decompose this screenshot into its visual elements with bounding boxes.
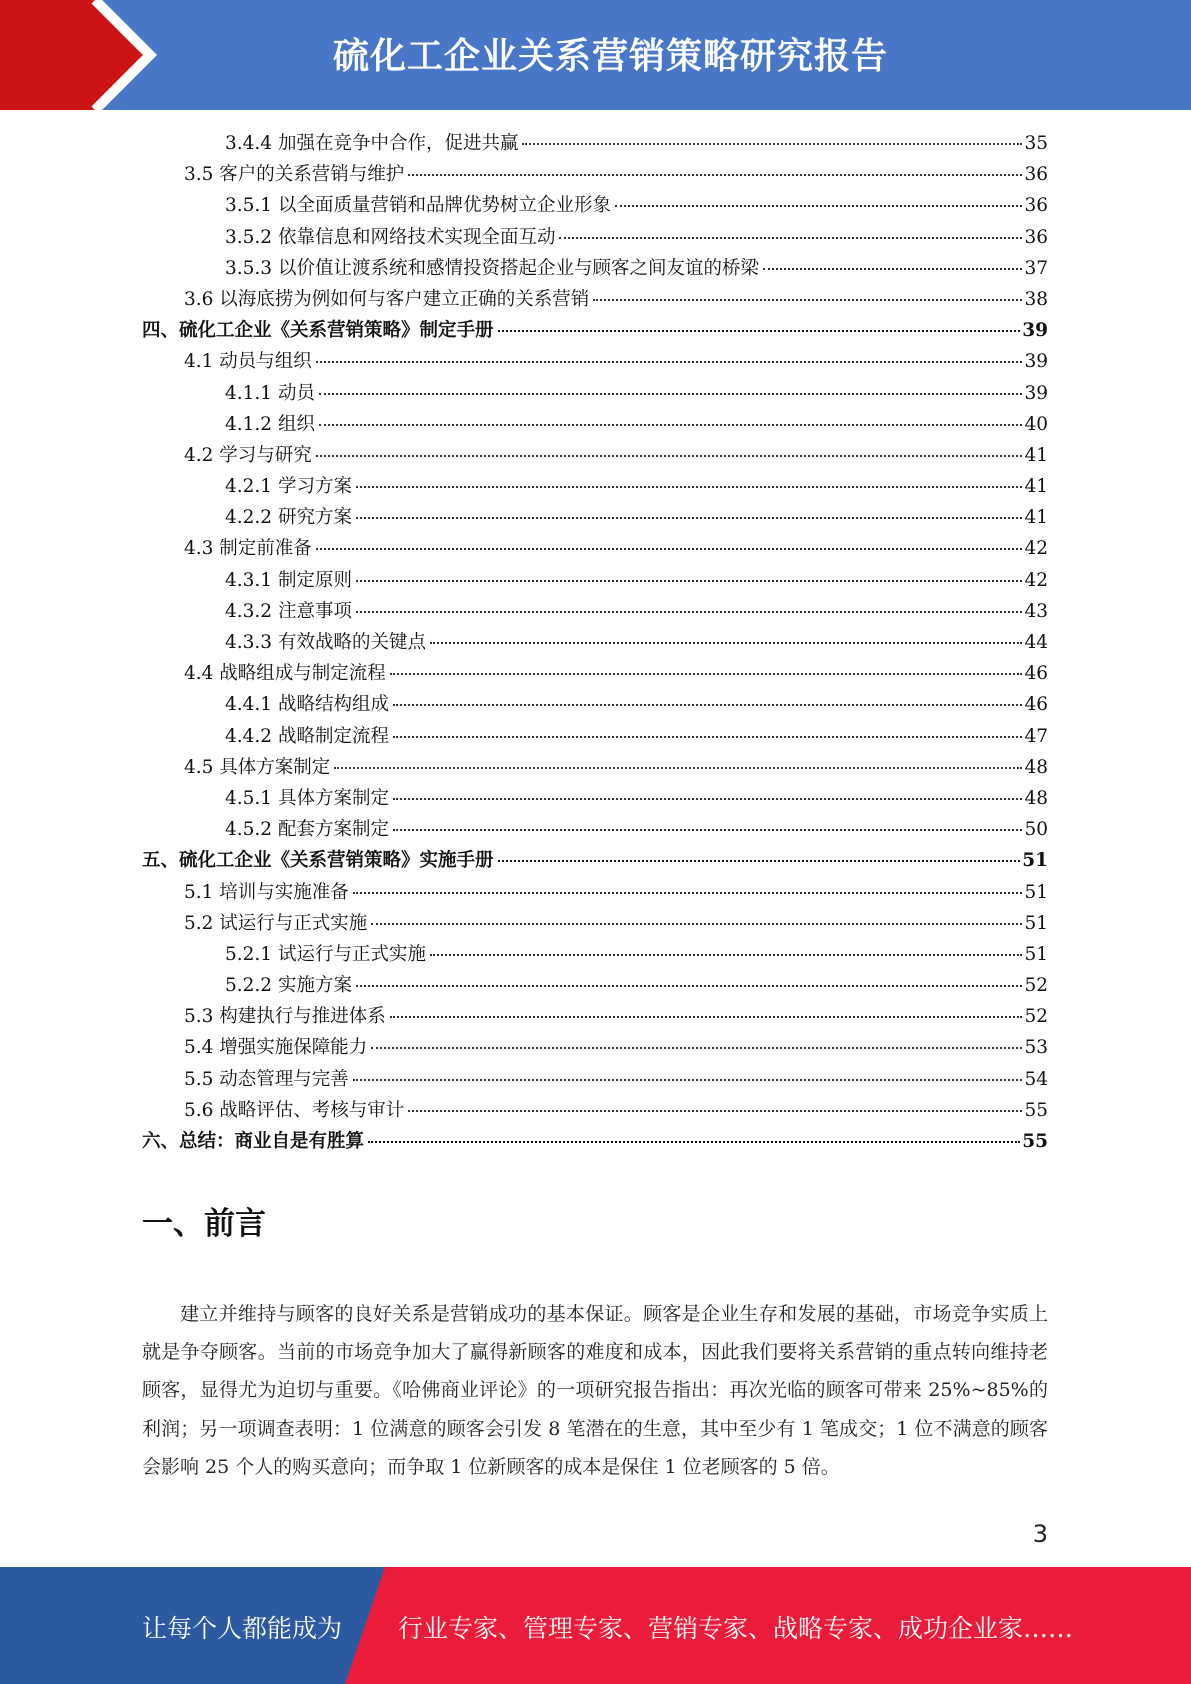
toc-dot-leader — [393, 736, 1022, 738]
toc-entry-page: 55 — [1022, 1131, 1048, 1152]
toc-entry[interactable] — [142, 346, 1048, 377]
toc-entry-page: 46 — [1024, 663, 1048, 685]
toc-entry[interactable] — [142, 1001, 1048, 1032]
toc-entry-page: 42 — [1024, 569, 1048, 591]
toc-entry[interactable] — [142, 253, 1048, 284]
toc-entry-title: 4.1.2 组织 — [225, 413, 315, 435]
toc-entry-page: 43 — [1024, 600, 1048, 622]
toc-entry-title: 3.5.2 依靠信息和网络技术实现全面互动 — [225, 226, 556, 248]
toc-dot-leader — [319, 393, 1023, 395]
toc-entry-page: 42 — [1024, 538, 1048, 560]
toc-entry[interactable] — [142, 596, 1048, 627]
toc-entry-page: 36 — [1024, 226, 1048, 248]
toc-entry-title: 4.2.1 学习方案 — [225, 476, 352, 498]
toc-dot-leader — [393, 798, 1022, 800]
toc-dot-leader — [593, 299, 1022, 301]
toc-dot-leader — [353, 892, 1023, 894]
toc-entry[interactable] — [142, 658, 1048, 689]
toc-entry[interactable] — [142, 970, 1048, 1001]
toc-entry-page: 40 — [1024, 413, 1048, 435]
toc-entry[interactable] — [142, 315, 1048, 346]
toc-dot-leader — [353, 1079, 1023, 1081]
toc-entry-title: 3.5.3 以价值让渡系统和感情投资搭起企业与顾客之间友谊的桥梁 — [225, 257, 759, 279]
footer-slogan-right: 行业专家、管理专家、营销专家、战略专家、成功企业家…… — [398, 1614, 1074, 1643]
toc-entry[interactable] — [142, 752, 1048, 783]
toc-dot-leader — [393, 829, 1022, 831]
toc-entry-title: 4.3.2 注意事项 — [225, 600, 352, 622]
toc-entry-title: 3.5.1 以全面质量营销和品牌优势树立企业形象 — [225, 195, 611, 217]
toc-dot-leader — [371, 1047, 1022, 1049]
toc-entry-title: 5.3 构建执行与推进体系 — [184, 1006, 386, 1028]
toc-entry-page: 38 — [1024, 288, 1048, 310]
page-number: 3 — [1032, 1520, 1048, 1548]
toc-entry-page: 41 — [1024, 476, 1048, 498]
toc-entry-page: 39 — [1024, 382, 1048, 404]
toc-dot-leader — [356, 486, 1023, 488]
toc-entry-title: 5.5 动态管理与完善 — [184, 1068, 349, 1090]
toc-entry[interactable] — [142, 440, 1048, 471]
toc-entry-title: 5.2.2 实施方案 — [225, 975, 352, 997]
toc-entry[interactable] — [142, 877, 1048, 908]
toc-entry-page: 50 — [1024, 819, 1048, 841]
toc-entry-page: 48 — [1024, 756, 1048, 778]
toc-entry[interactable] — [142, 845, 1048, 876]
toc-dot-leader — [390, 673, 1023, 675]
toc-entry[interactable] — [142, 1064, 1048, 1095]
toc-entry-title: 3.4.4 加强在竞争中合作，促进共赢 — [225, 133, 519, 154]
toc-entry-page: 51 — [1024, 943, 1048, 965]
toc-dot-leader — [498, 860, 1021, 862]
toc-entry-page: 35 — [1024, 133, 1048, 154]
toc-entry-page: 52 — [1024, 975, 1048, 997]
toc-entry-title: 3.6 以海底捞为例如何与客户建立正确的关系营销 — [184, 288, 590, 310]
toc-entry[interactable] — [142, 565, 1048, 596]
toc-entry-page: 47 — [1024, 725, 1048, 747]
toc-entry-page: 39 — [1022, 320, 1048, 342]
toc-entry[interactable] — [142, 222, 1048, 253]
toc-dot-leader — [316, 361, 1023, 363]
toc-dot-leader — [408, 1110, 1022, 1112]
page-header — [0, 0, 1191, 110]
toc-dot-leader — [368, 1141, 1020, 1143]
toc-entry-page: 36 — [1024, 195, 1048, 217]
toc-dot-leader — [559, 237, 1022, 239]
toc-entry-title: 4.2 学习与研究 — [184, 444, 312, 466]
toc-entry[interactable] — [142, 471, 1048, 502]
toc-entry-page: 51 — [1024, 912, 1048, 934]
toc-dot-leader — [356, 517, 1023, 519]
toc-entry[interactable] — [142, 627, 1048, 658]
toc-entry-title: 4.5 具体方案制定 — [184, 756, 331, 778]
toc-entry-page: 41 — [1024, 507, 1048, 529]
toc-entry-title: 四、硫化工企业《关系营销策略》制定手册 — [142, 320, 494, 342]
toc-entry-title: 六、总结：商业自是有胜算 — [142, 1131, 365, 1152]
toc-dot-leader — [319, 424, 1023, 426]
toc-entry-title: 4.4.1 战略结构组成 — [225, 694, 389, 716]
toc-entry-page: 44 — [1024, 632, 1048, 653]
toc-entry[interactable] — [142, 814, 1048, 845]
toc-entry-title: 4.4 战略组成与制定流程 — [184, 663, 386, 685]
section-heading: 一、前言 — [142, 1206, 266, 1242]
document-title: 硫化工企业关系营销策略研究报告 — [332, 36, 888, 77]
footer-slogan-left: 让每个人都能成为 — [142, 1614, 343, 1643]
toc-entry-title: 4.5.1 具体方案制定 — [225, 787, 389, 809]
toc-dot-leader — [763, 268, 1022, 270]
toc-entry-title: 4.1.1 动员 — [225, 382, 315, 404]
toc-dot-leader — [430, 954, 1022, 956]
toc-dot-leader — [408, 174, 1022, 176]
toc-entry-page: 54 — [1024, 1068, 1048, 1090]
toc-entry-title: 4.3 制定前准备 — [184, 538, 312, 560]
toc-dot-leader — [390, 1016, 1023, 1018]
toc-entry-page: 55 — [1024, 1099, 1048, 1121]
toc-entry-title: 4.3.3 有效战略的关键点 — [225, 632, 426, 653]
toc-entry[interactable] — [142, 1126, 1048, 1157]
toc-entry-page: 53 — [1024, 1037, 1048, 1059]
toc-dot-leader — [371, 923, 1022, 925]
toc-entry-page: 51 — [1022, 850, 1048, 872]
toc-entry-title: 4.4.2 战略制定流程 — [225, 725, 389, 747]
toc-dot-leader — [615, 205, 1022, 207]
toc-entry[interactable] — [142, 190, 1048, 221]
toc-dot-leader — [316, 455, 1023, 457]
toc-dot-leader — [356, 580, 1023, 582]
toc-dot-leader — [393, 704, 1022, 706]
table-of-contents — [142, 128, 1048, 1157]
toc-entry-title: 4.2.2 研究方案 — [225, 507, 352, 529]
toc-entry-title: 5.4 增强实施保障能力 — [184, 1037, 368, 1059]
toc-entry[interactable] — [142, 1095, 1048, 1126]
toc-entry-page: 36 — [1024, 164, 1048, 186]
toc-dot-leader — [522, 143, 1022, 145]
toc-dot-leader — [356, 611, 1023, 613]
toc-entry-title: 4.1 动员与组织 — [184, 351, 312, 373]
toc-entry[interactable] — [142, 721, 1048, 752]
toc-dot-leader — [356, 985, 1023, 987]
toc-entry[interactable] — [142, 533, 1048, 564]
toc-dot-leader — [498, 330, 1021, 332]
toc-entry[interactable] — [142, 783, 1048, 814]
toc-entry[interactable] — [142, 689, 1048, 720]
toc-entry[interactable] — [142, 159, 1048, 190]
toc-entry[interactable] — [142, 1032, 1048, 1063]
toc-entry-page: 48 — [1024, 787, 1048, 809]
toc-entry-page: 46 — [1024, 694, 1048, 716]
toc-entry-title: 5.2 试运行与正式实施 — [184, 912, 368, 934]
toc-entry[interactable] — [142, 502, 1048, 533]
toc-entry-title: 5.1 培训与实施准备 — [184, 881, 349, 903]
toc-entry-page: 51 — [1024, 881, 1048, 903]
toc-dot-leader — [334, 767, 1022, 769]
toc-entry[interactable] — [142, 378, 1048, 409]
toc-dot-leader — [430, 642, 1022, 644]
toc-entry-title: 五、硫化工企业《关系营销策略》实施手册 — [142, 850, 494, 872]
toc-entry[interactable] — [142, 409, 1048, 440]
toc-entry[interactable] — [142, 128, 1048, 159]
toc-entry-title: 5.2.1 试运行与正式实施 — [225, 943, 426, 965]
toc-entry-page: 52 — [1024, 1006, 1048, 1028]
toc-entry-title: 4.3.1 制定原则 — [225, 569, 352, 591]
toc-entry[interactable] — [142, 939, 1048, 970]
toc-entry-title: 4.5.2 配套方案制定 — [225, 819, 389, 841]
toc-entry-page: 39 — [1024, 351, 1048, 373]
toc-entry-title: 3.5 客户的关系营销与维护 — [184, 164, 405, 186]
page-footer — [0, 1567, 1191, 1684]
toc-entry-page: 37 — [1024, 257, 1048, 279]
toc-entry[interactable] — [142, 284, 1048, 315]
toc-entry-page: 41 — [1024, 444, 1048, 466]
toc-entry[interactable] — [142, 908, 1048, 939]
section-paragraph: 建立并维持与顾客的良好关系是营销成功的基本保证。顾客是企业生存和发展的基础，市场竞争实质上就是争夺顾客。当前的市场竞争加大了赢得新顾客的难度和成本，因此我们要将关系营销的重点转向维持老顾客，显得尤为迫切与重要。《哈佛商业评论》的一项研究报告指出：再次光临的顾客可带来 25%~85%的利润；另一项调查表明：1 位满意的顾客会引发 8 笔潜在的生意，其中至少有 1 笔成交；1 位不满意的顾客会影响 25 个人的购买意向；而争取 1 位新顾客的成本是保住 1 位老顾客的 5 倍。 — [142, 1303, 1048, 1478]
toc-entry-title: 5.6 战略评估、考核与审计 — [184, 1099, 405, 1121]
toc-dot-leader — [316, 548, 1023, 550]
